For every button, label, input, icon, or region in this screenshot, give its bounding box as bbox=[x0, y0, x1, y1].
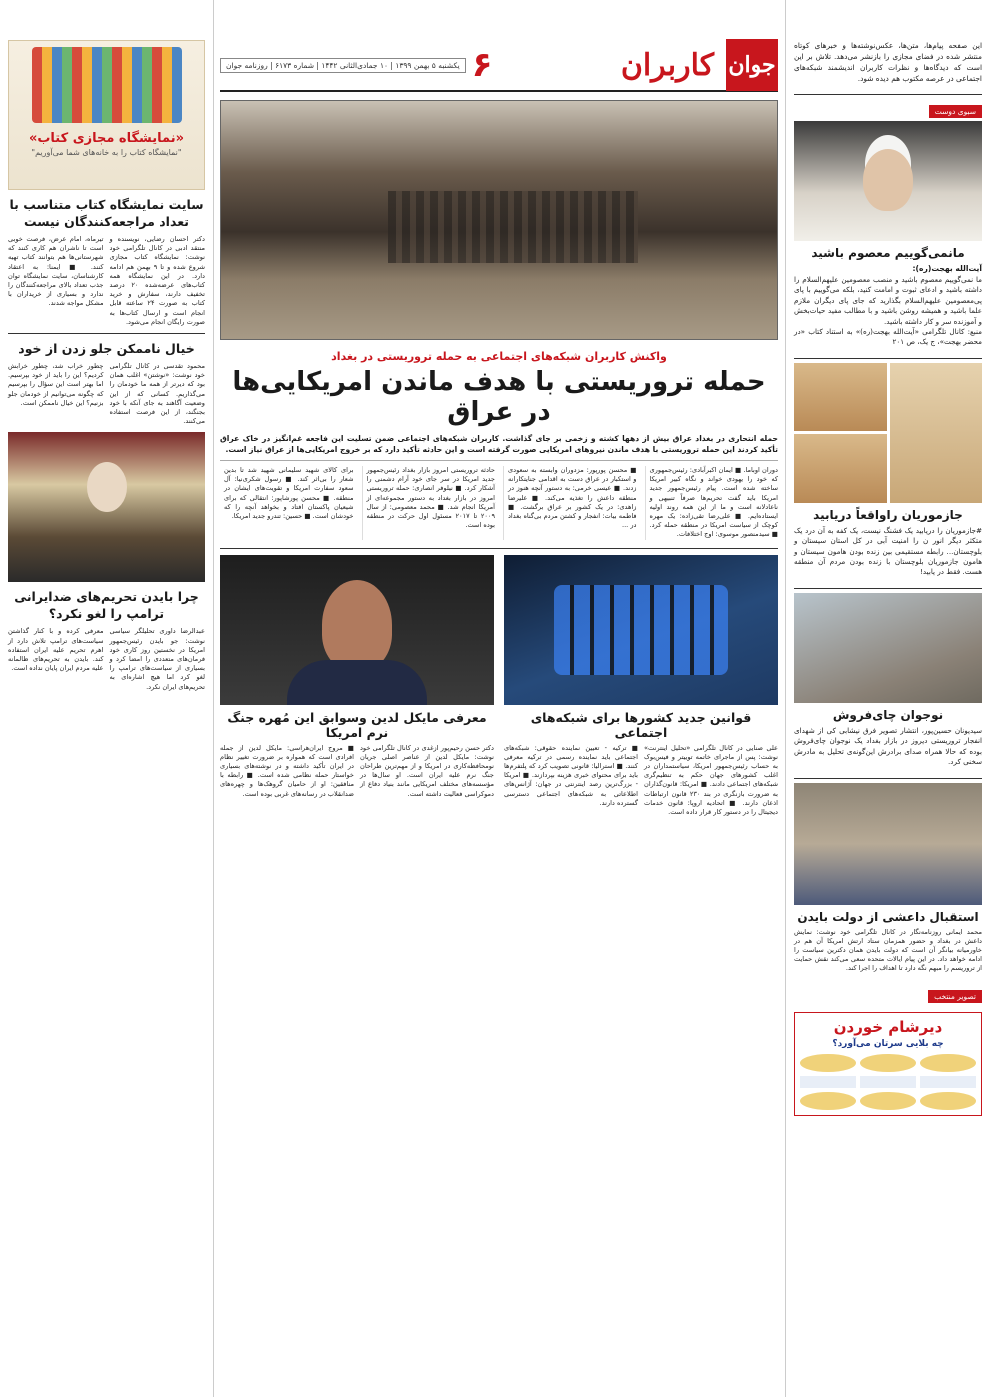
ledeen-portrait-photo bbox=[220, 555, 494, 705]
street-photo bbox=[794, 593, 982, 703]
cleric-portrait-photo bbox=[794, 121, 982, 241]
story-body: ما نمی‌گوییم معصوم باشید و منصب معصومین علیهم‌السلام را داشته باشید و ادعای ثبوت و امامت کنید، بلکه می‌گوییم با پای پی‌معصومین علیهم‌السلام بگذارید که جای پای دیگران ملازم علما باشید و همیشه روشن باشید و با مطالب مفید حیات‌بخش و آموزنده سر و کار داشته باشید. bbox=[794, 275, 982, 326]
story-body: تیرماه، امام عرض، فرصت خوبی است تا ناشران هم کاری کنند که شهرستانی‌ها هم بتوانند کتاب تهیه کنند. ■ ایمنا: به اعتقاد کارشناسان، سایت نمایشگاه توان جذب تعداد بالای مراجعه‌کنندگان را ندارد و بسیاری از خریداران با مشکل مواجه شدند. bbox=[8, 235, 104, 308]
lead-column-4: برای کالای شهید سلیمانی شهید شد تا بدین شعار را بی‌اثر کند. ■ رسول شکری‌نیا: آل سعود سفارت امریکا و تقویت‌های ایشان در منطقه. ■ محسن پورشاپور: انتقالی که برای شیعیان پاکستان افتاد و بخواهد آنچه را که خودشان است. ■ حسین: تندرو جدید امریکا. bbox=[224, 466, 354, 521]
page-number: ۶ bbox=[471, 45, 493, 85]
left-column bbox=[0, 0, 214, 1397]
lead-intro: حمله انتحاری در بغداد عراق بیش از دهها کشته و زخمی بر جای گذاشت. کاربران شبکه‌های اجتماعی ضمن تسلیت این فاجعه غم‌انگیز در خاک عراق تأکید کردند این حمله تروریستی با هدف ماندن نیروهای امریکایی صورت گرفته است و این حادثه تأکید دارد که بر خروج امریکایی‌ها از عراق نیاز است. bbox=[220, 433, 778, 461]
story-biden-sanctions bbox=[8, 627, 205, 691]
social-media-apps-photo bbox=[504, 555, 778, 705]
story-body: محمد ایمانی روزنامه‌نگار در کانال تلگرامی خود نوشت: نمایش داعش در بغداد و حضور همزمان ستاد ارتش امریکا آن هم در خاورمیانه بیانگر آن است که دولت بایدن همان دکترین سیاست را ادامه خواهد داد. در این پیام ایالات متحده سعی می‌کند نقش حمایت از تروریسم را مبهم نگه دارد تا اهداف را اجرا کند. bbox=[794, 927, 982, 973]
story-body: ■ ترکیه - تعیین نماینده حقوقی: شبکه‌های اجتماعی باید نماینده رسمی در ترکیه معرفی کنند. ■ استرالیا: قانونی تصویب کرد که پلتفرم‌ها باید برای محتوای خبری هزینه بپردازند. ■ امریکا - بزرگ‌ترین رصد اینترنتی در جهان: آژانس‌های اطلاعاتی به شبکه‌های اجتماعی دسترسی گسترده دارند. bbox=[504, 743, 638, 807]
lead-column-2: ■ محسن پورپور: مزدوران وابسته به سعودی و استکبار در عراق دست به اقدامی جنایتکارانه زدند. ■ عیسی خرمی: به دستور آنچه هنوز در منطقه داعش را تغذیه می‌کند. ■ علیرضا زاهدی: در یک کشور بر عراق برگشت. ■ فاطمه بیات: انفجار و کشتن مردم بی‌گناه بغداد در ... bbox=[508, 466, 637, 530]
book-fair-banner bbox=[8, 40, 205, 190]
section-intro: این صفحه پیام‌ها، متن‌ها، عکس‌نوشته‌ها و خبرهای کوتاه منتشر شده در فضای مجازی را بازنشر می‌دهد. تلاش بر این است که دیدگاه‌ها و نظرات کاربران اندیشمند شبکه‌های اجتماعی در عرصه مکتوب هم دیده شود. bbox=[794, 41, 982, 83]
section-tag: سبوی دوست bbox=[929, 105, 982, 118]
masthead bbox=[220, 40, 778, 92]
infographic-subtitle: چه بلایی سرتان می‌آورد؟ bbox=[832, 1038, 944, 1049]
story-impossible-dream bbox=[8, 362, 205, 426]
selected-image-box bbox=[794, 984, 982, 1116]
newspaper-logo: جوان bbox=[726, 39, 778, 91]
infographic bbox=[794, 1012, 982, 1116]
story-body: عبدالرضا داوری تحلیلگر سیاسی نوشت: جو بایدن رئیس‌جمهور امریکا در نخستین روز کاری خود فرمان‌های متعددی را امضا کرد و بسیاری از سیاست‌های ترامپ را لغو کرد اما هیچ اشاره‌ای به تحریم‌های ایران نکرد. bbox=[109, 627, 205, 691]
lead-column-3: حادثه تروریستی امروز بازار بغداد رئیس‌جمهور جدید امریکا در سر جای خود آرام دشمنی را آشکار کرد. ■ نیلوفر انصاری: حمله تروریستی امروز در بازار بغداد به دستور مجموعه‌ای از آمریکا انجام شد. ■ محمد معصومی: از سال ۲۰۰۹ تا ۲۰۱۷ مسئول اول حرکت در منطقه بوده است. bbox=[366, 466, 495, 530]
dateline: یکشنبه ۵ بهمن ۱۳۹۹ | ۱۰ جمادی‌الثانی ۱۴۴۲ | شماره ۶۱۷۳ | روزنامه جوان bbox=[220, 58, 466, 73]
story-hojatoleslam bbox=[794, 94, 982, 348]
story-title: قوانین جدید کشورها برای شبکه‌های اجتماعی bbox=[530, 709, 752, 740]
story-daesh-biden bbox=[794, 778, 982, 974]
story-body: معرفی کرده و با کنار گذاشتن سیاست‌های ترامپ تلاش دارد از اهرم تحریم علیه ایران استفاده کند. بایدن به تحریم‌های ظالمانه علیه مردم ایران پایان نداده است. bbox=[8, 627, 104, 673]
infographic-title: دیرشام خوردن bbox=[833, 1017, 943, 1036]
story-jazmourian bbox=[794, 358, 982, 578]
story-body: ■ مروج ایران‌هراسی: مایکل لدین از جمله افرادی است که همواره بر ضرورت تغییر نظام در ایران تأکید داشته و در نوشته‌های بسیاری خواستار حمله نظامی شده است. ■ رابطه با منافقین: او از حامیان گروهک‌ها و چهره‌های ضدانقلاب در رسانه‌های غربی بوده است. bbox=[220, 743, 354, 798]
story-body: سیدیونان حسین‌پور، انتشار تصویر فرق نیشابی کی از شهدای انفجار تروریستی دیروز در بازار بغداد یک نوجوان چای‌فروش بوده که حالا همراه صدای برادرش این‌گونه‌ی تحلیل به مادرش سخنی کرد. bbox=[794, 725, 982, 767]
story-title: استقبال داعشی از دولت بایدن bbox=[797, 909, 979, 924]
story-social-media-laws bbox=[504, 555, 778, 818]
story-michael-ledeen bbox=[220, 555, 494, 818]
lead-column-1: دوران اوباما. ■ ایمان اکبرآبادی: رئیس‌جمهوری که خود را یهودی خواند و نگاه کبیر امریکا ساخته شده است. پیام رئیس‌جمهور جدید امریکا باید گفت تحریم‌ها صرفاً تنبیهی و ناعادلانه است و ما از این همه روند اولیه ایستاده‌ایم. ■ علی‌رضا تقی‌زاده: یک مهره کوچک از سیاست امریکا در منطقه حمله کرد. ■ سیدمنصور موسوی: اوج اختلافات. bbox=[649, 466, 778, 539]
baghdad-bombing-photo bbox=[220, 100, 778, 340]
story-body: محمود تقدسی در کانال تلگرامی خود نوشت: «نوشتن» اغلب همان بود که دیرتر از همه ما خودمان را می‌گذاریم. کسانی که از این وضعیت آگاهند به جای آنکه با خود بجنگند، از این فرصت استفاده می‌کنند. bbox=[109, 362, 205, 426]
lead-kicker: واکنش کاربران شبکه‌های اجتماعی به حمله تروریستی در بغداد bbox=[331, 350, 667, 363]
story-body: چطور خراب شد، چطور خرابش کردیم؟ این را باید از خود بپرسیم. اما بهتر است این سؤال را بپرسیم که چگونه می‌توانیم از خودمان جلو بزنیم؟ این خیال ناممکن است. bbox=[8, 362, 104, 407]
sub-stories bbox=[220, 548, 778, 818]
right-column bbox=[785, 0, 990, 1397]
story-body: #جازموریان را دریابید یک فشنگ نیست، یک کفه به آن درد یک متکثر دیگر انور ن را امنیت آبی در کل استان سیستان و بلوچستان... رابطه مستقیمی بین زنده بودن هامون سیستان و هامون جازموریان بلوچستان با زنده بودن مردم آن منطقه هست. فقط در یابید! bbox=[794, 525, 982, 577]
lead-body-columns bbox=[220, 466, 778, 540]
story-title: جازموریان راواقعاً دریابید bbox=[813, 507, 963, 522]
books-illustration bbox=[32, 47, 182, 123]
story-title: سایت نمایشگاه کتاب متناسب با تعداد مراجعه‌کنندگان نیست bbox=[9, 197, 204, 229]
story-title: مانمی‌گوییم معصوم باشید bbox=[811, 246, 965, 260]
desert-photo bbox=[794, 363, 982, 503]
crowd-photo bbox=[794, 783, 982, 905]
center-column bbox=[214, 0, 784, 1397]
lead-headline: حمله تروریستی با هدف ماندن امریکایی‌ها در عراق bbox=[232, 367, 766, 427]
story-body: دکتر حسن رحیم‌پور ازغدی در کانال تلگرامی خود نوشت: مایکل لدین از عناصر اصلی جریان نومحافظه‌کاری در امریکا و از مهم‌ترین طراحان جنگ نرم علیه ایران است. او سال‌ها در مؤسسه‌های مختلف امریکایی مانند بنیاد دفاع از دموکراسی فعالیت داشته است. bbox=[360, 743, 494, 798]
section-tag: تصویر منتخب bbox=[928, 990, 982, 1003]
story-source: منبع: کانال تلگرامی «آیت‌الله بهجت(ره)» به استناد کتاب «در محضر بهجت»، ج یک، ص ۲۰۱ bbox=[794, 327, 982, 347]
story-title: چرا بایدن تحریم‌های ضدایرانی ترامپ را لغو نکرد؟ bbox=[14, 589, 199, 622]
story-title: نوجوان چای‌فروش bbox=[832, 707, 944, 722]
story-title: خیال ناممکن جلو زدن از خود bbox=[18, 341, 195, 357]
infographic-icons bbox=[800, 1054, 976, 1110]
biden-oval-office-photo bbox=[8, 432, 205, 582]
section-name: کاربران bbox=[620, 47, 714, 83]
story-book-fair bbox=[8, 235, 205, 327]
story-title: معرفی مایکل لدین وسوابق این مُهره جنگ نرم امریکا bbox=[227, 709, 487, 740]
story-author: آیت‌الله بهجت(ره): bbox=[912, 264, 982, 273]
story-tea-seller bbox=[794, 588, 982, 768]
story-body: دکتر احسان رضایی، نویسنده و منتقد ادبی در کانال تلگرامی خود نوشت: نمایشگاه کتاب مجازی شروع شده و تا ۹ بهمن هم ادامه دارد. در این نمایشگاه همه کتاب‌های عرضه‌شده ۲۰ درصد تخفیف دارند، سفارش و خرید کتاب به صورت ۲۴ ساعته قابل انجام است و ارسال کتاب‌ها به صورت رایگان انجام می‌شود. bbox=[109, 235, 205, 326]
story-body: علی صنایی در کانال تلگرامی «تحلیل اینترنت» نوشت: پس از ماجرای خاتمه توییتر و فیس‌بوک به حساب رئیس‌جمهور امریکا، سیاستمداران در اغلب کشورهای جهان حکم به تنظیم‌گری شبکه‌های اجتماعی دادند. ■ امریکا: قانون‌گذاران به ضرورت بازنگری در بند ۲۳۰ قانون ارتباطات اذعان دارند. ■ اتحادیه اروپا: قانون خدمات دیجیتال را در دستور کار قرار داده است. bbox=[644, 743, 778, 817]
banner-subtitle: "نمایشگاه کتاب را به خانه‌های شما می‌آوریم" bbox=[31, 148, 182, 157]
banner-title: «نمایشگاه مجازی کتاب» bbox=[28, 131, 185, 146]
